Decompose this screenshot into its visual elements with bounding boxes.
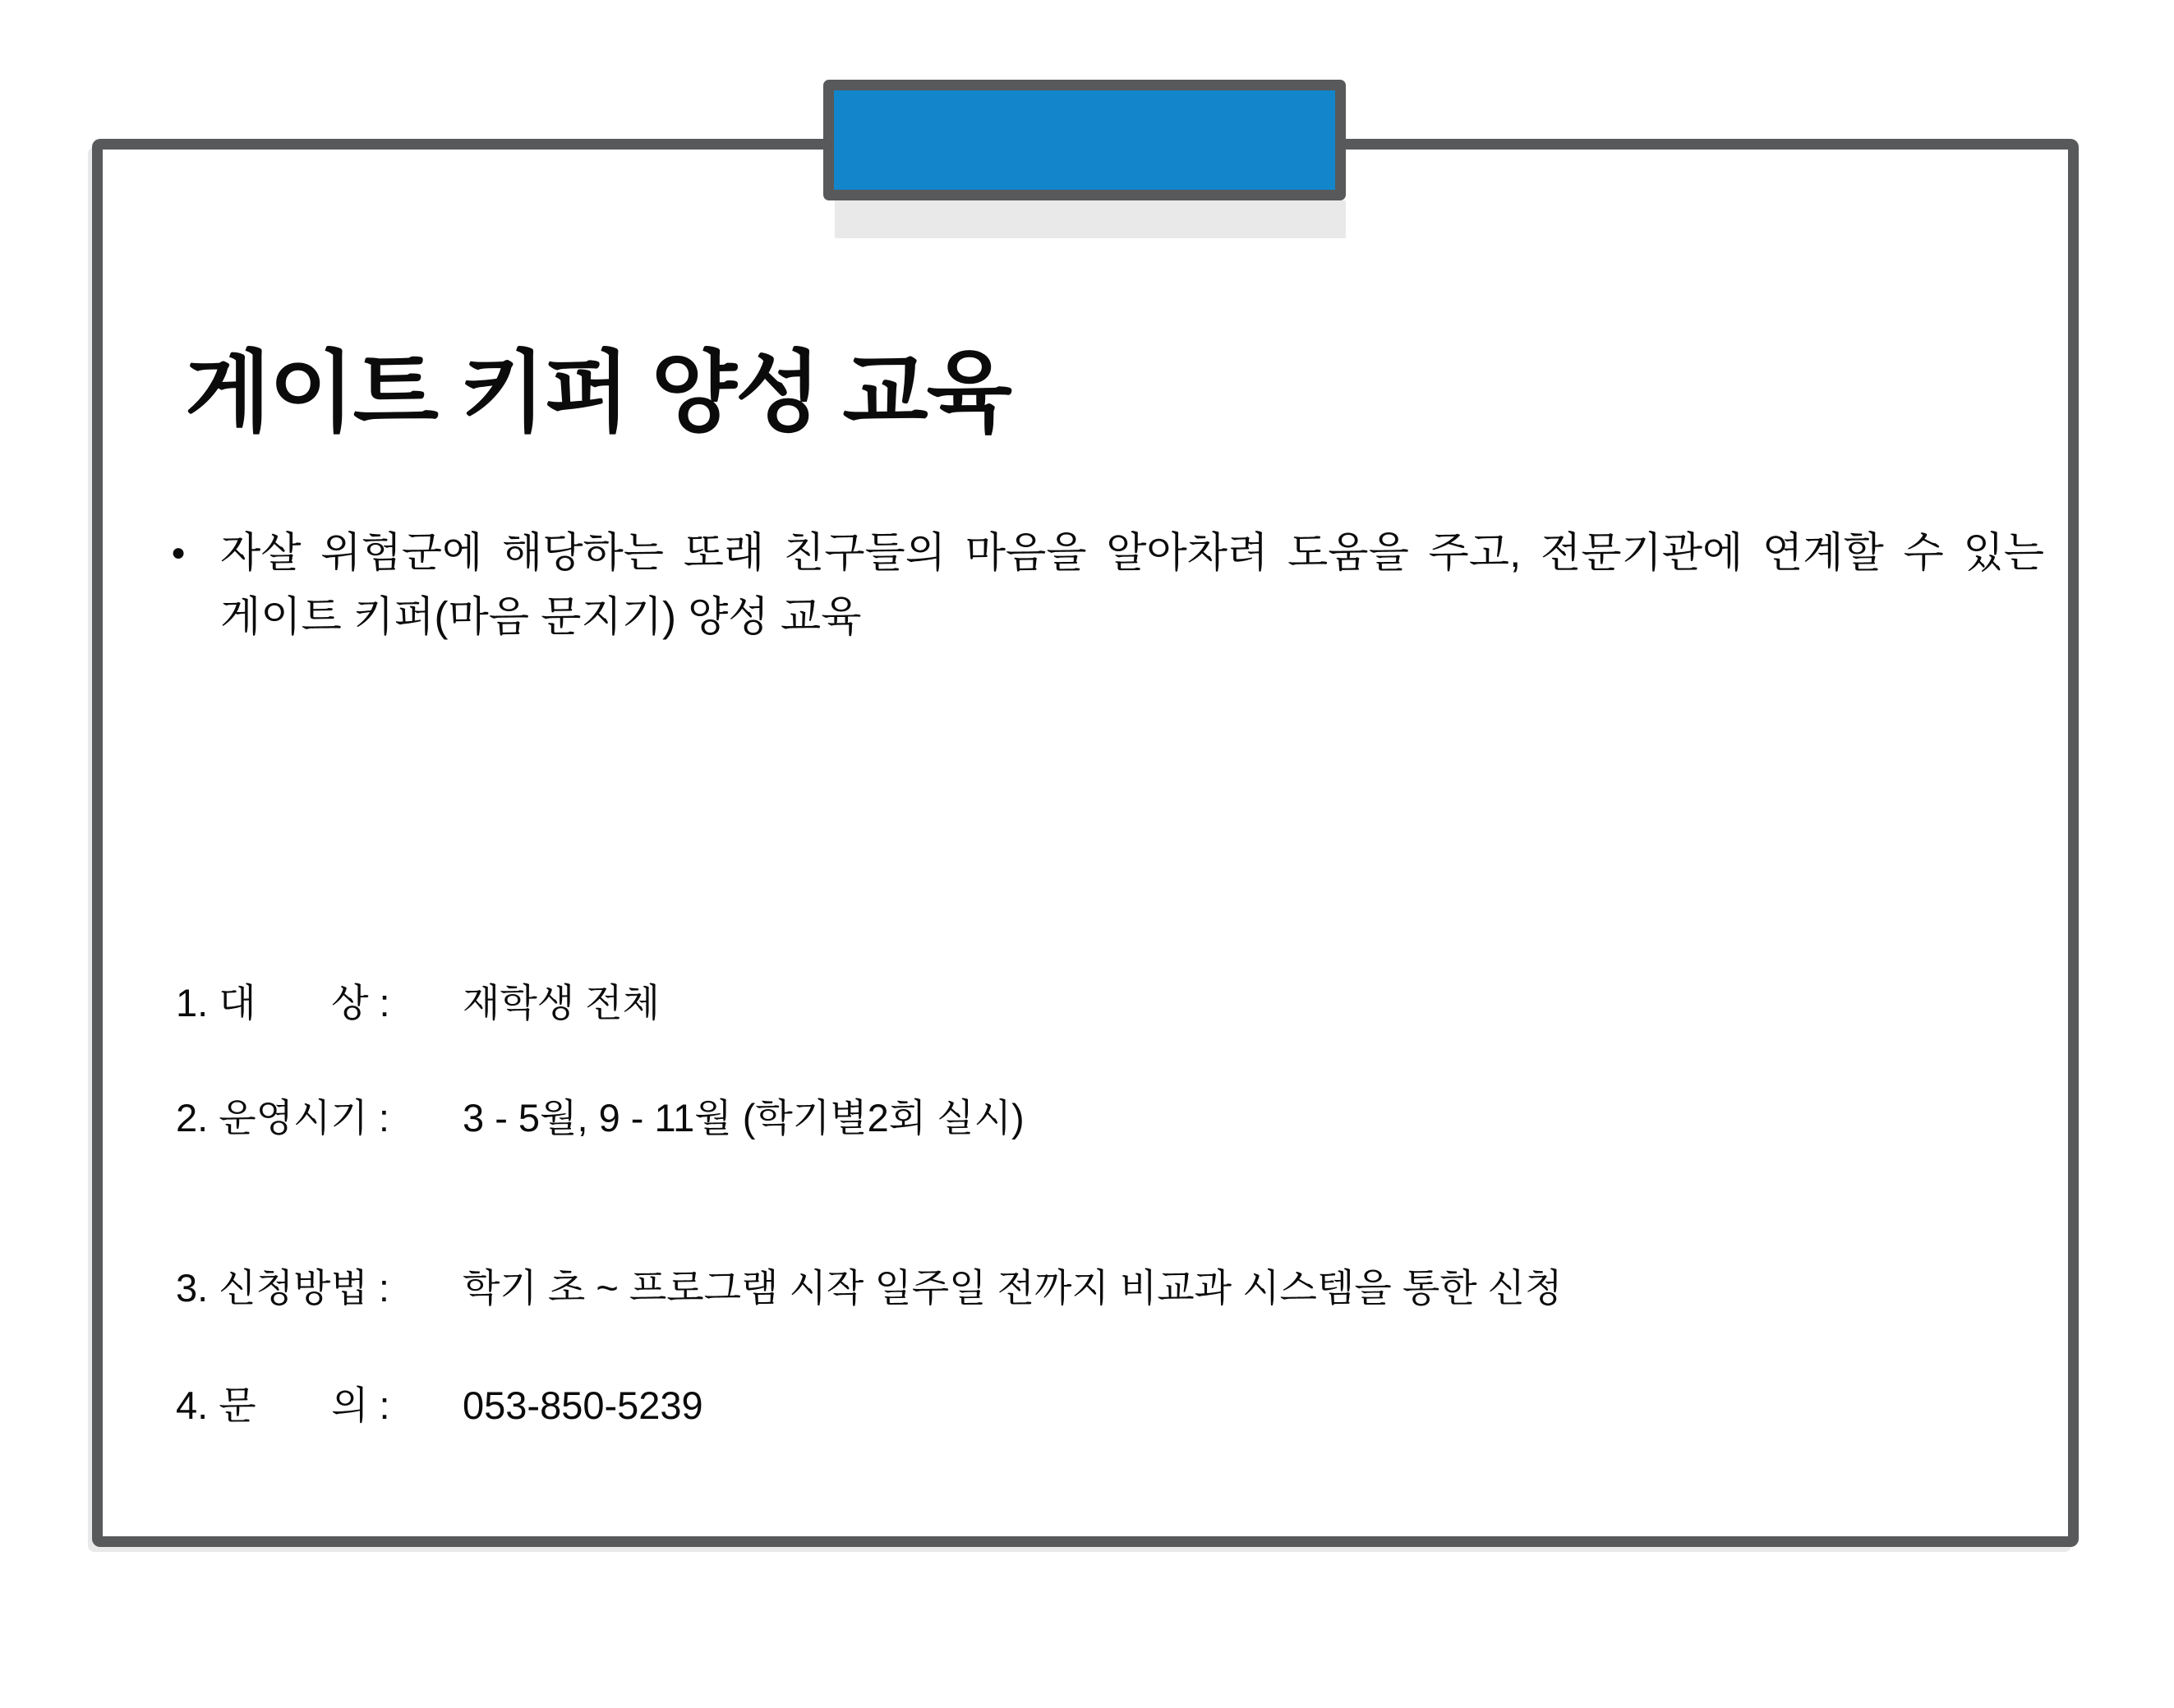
- bullet-text-line2: 게이트 키퍼(마음 문지기) 양성 교육: [220, 593, 862, 640]
- info-item-target: [176, 978, 660, 1028]
- info-item-schedule: [176, 1093, 1025, 1143]
- page-title: 게이트 키퍼 양성 교육: [185, 343, 1011, 443]
- info-item-contact-label: 4. 문 의 :: [176, 1383, 390, 1427]
- bullet-text: [220, 521, 2044, 649]
- info-item-apply-method-value: 학기 초 ~ 프로그램 시작 일주일 전까지 비교과 시스템을 통한 신청: [463, 1266, 1563, 1310]
- info-item-apply-method: [176, 1264, 1562, 1313]
- bullet-paragraph: [171, 521, 2044, 649]
- bullet-text-line1: 자살 위험군에 해당하는 또래 친구들의 마음을 알아차려 도움을 주고, 전문기관에 연계할 수 있는: [220, 529, 2044, 576]
- info-item-target-label: 1. 대 상 :: [176, 981, 390, 1024]
- info-item-contact: [176, 1381, 703, 1430]
- top-tab-shadow: [835, 200, 1346, 238]
- top-tab: [823, 80, 1346, 200]
- info-item-contact-value: 053-850-5239: [463, 1383, 703, 1427]
- info-item-schedule-label: 2. 운영시기 :: [176, 1096, 389, 1139]
- info-item-target-value: 재학생 전체: [463, 981, 661, 1024]
- bullet-icon: ●: [171, 539, 187, 566]
- info-item-apply-method-label: 3. 신청방법 :: [176, 1266, 389, 1310]
- info-item-schedule-value: 3 - 5월, 9 - 11월 (학기별2회 실시): [463, 1096, 1025, 1139]
